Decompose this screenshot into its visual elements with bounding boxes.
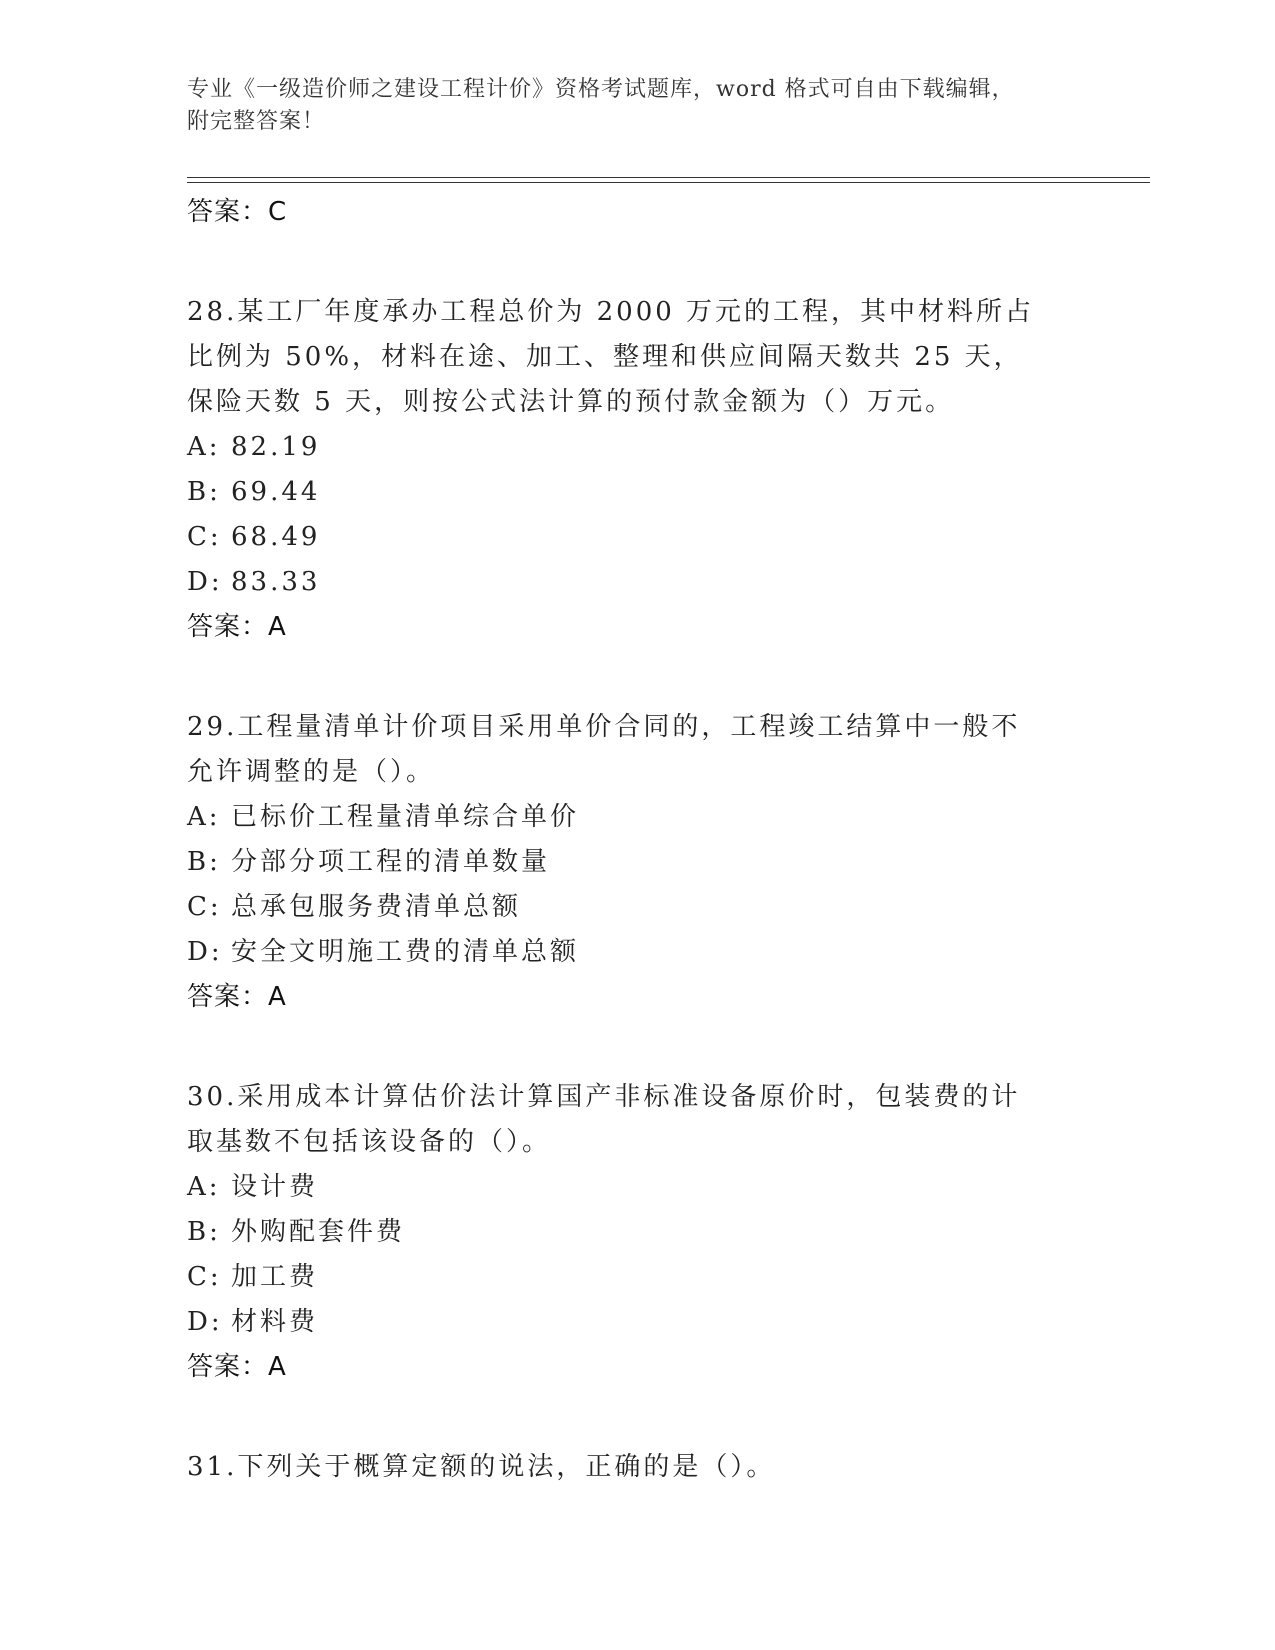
option-d (187, 930, 1087, 975)
header-line-1: 专业《一级造价师之建设工程计价》资格考试题库，word 格式可自由下载编辑， (187, 77, 1015, 102)
option-letter: C: (187, 892, 222, 922)
option-letter: C: (187, 522, 222, 552)
option-c (187, 885, 1087, 930)
option-c (187, 1255, 1087, 1300)
answer: 答案：A (187, 1352, 287, 1382)
option-a (187, 1165, 1087, 1210)
question-31-stem: 31.下列关于概算定额的说法，正确的是（）。 (187, 1452, 776, 1482)
option-b (187, 1210, 1087, 1255)
previous-answer: 答案：C (187, 197, 288, 227)
answer: 答案：A (187, 612, 287, 642)
option-text: 已标价工程量清单综合单价 (231, 802, 580, 832)
question-stem: 29.工程量清单计价项目采用单价合同的，工程竣工结算中一般不允许调整的是（）。 (187, 712, 1021, 787)
option-text: 69.44 (231, 477, 321, 507)
option-text: 82.19 (231, 432, 321, 462)
option-text: 68.49 (231, 522, 321, 552)
option-letter: A: (187, 1172, 221, 1202)
question-30 (187, 1075, 1087, 1389)
question-29 (187, 705, 1087, 1019)
option-letter: D: (187, 1307, 223, 1337)
option-text: 总承包服务费清单总额 (231, 892, 522, 922)
answer: 答案：A (187, 982, 287, 1012)
option-text: 安全文明施工费的清单总额 (231, 937, 580, 967)
option-letter: B: (187, 1217, 221, 1247)
option-text: 设计费 (231, 1172, 319, 1202)
option-letter: D: (187, 937, 223, 967)
option-a (187, 795, 1087, 840)
option-letter: D: (187, 567, 223, 597)
question-28 (187, 290, 1087, 649)
question-content (187, 190, 1087, 1490)
option-text: 83.33 (231, 567, 321, 597)
header-divider-bottom (187, 182, 1150, 183)
option-d (187, 1300, 1087, 1345)
header-line-2: 附完整答案！ (187, 109, 326, 134)
option-text: 分部分项工程的清单数量 (231, 847, 551, 877)
option-a (187, 425, 1087, 470)
option-letter: B: (187, 847, 221, 877)
option-d (187, 560, 1087, 605)
option-text: 加工费 (231, 1262, 319, 1292)
option-b (187, 840, 1087, 885)
question-stem: 30.采用成本计算估价法计算国产非标准设备原价时，包装费的计取基数不包括该设备的（）。 (187, 1082, 1021, 1157)
document-header (187, 74, 1087, 138)
header-divider-top (187, 177, 1150, 178)
option-text: 材料费 (231, 1307, 319, 1337)
option-c (187, 515, 1087, 560)
option-letter: B: (187, 477, 221, 507)
option-text: 外购配套件费 (231, 1217, 406, 1247)
option-letter: A: (187, 802, 221, 832)
option-letter: A: (187, 432, 221, 462)
question-stem: 28.某工厂年度承办工程总价为 2000 万元的工程，其中材料所占比例为 50%，材料在途、加工、整理和供应间隔天数共 25 天，保险天数 5 天，则按公式法计算的预付款金额为（）万元。 (187, 297, 1035, 417)
option-letter: C: (187, 1262, 222, 1292)
option-b (187, 470, 1087, 515)
